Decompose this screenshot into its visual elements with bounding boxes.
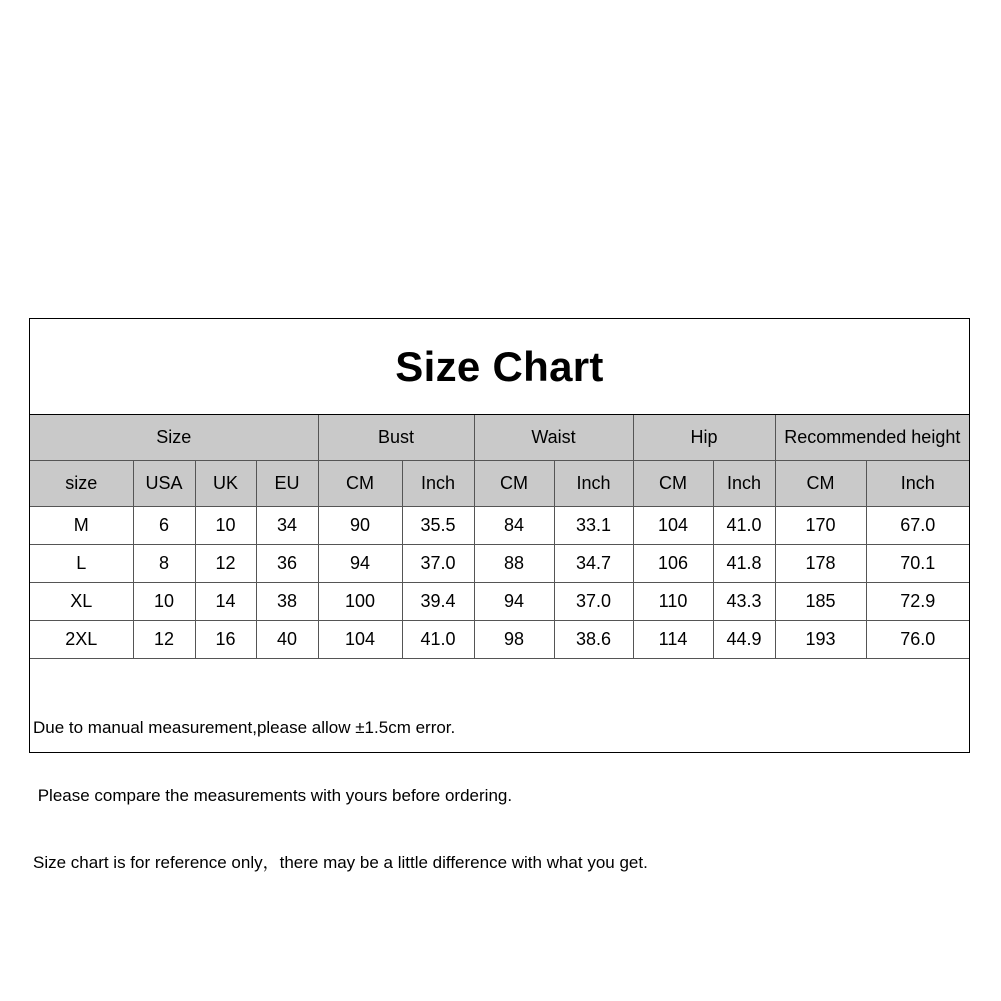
table-cell: 88: [474, 545, 554, 583]
table-row: [30, 545, 969, 583]
table-cell: 110: [633, 583, 713, 621]
table-cell: 41.0: [713, 507, 775, 545]
title-row: [30, 319, 969, 415]
table-row: [30, 583, 969, 621]
table-row: [30, 507, 969, 545]
table-cell: 14: [195, 583, 256, 621]
table-cell: 12: [133, 621, 195, 659]
table-cell: 41.0: [402, 621, 474, 659]
table-cell: 94: [474, 583, 554, 621]
table-cell: 70.1: [866, 545, 969, 583]
sub-header-eu: EU: [256, 461, 318, 507]
chart-title: Size Chart: [395, 342, 604, 390]
table-cell: 84: [474, 507, 554, 545]
note-line: Size chart is for reference only，there may be a little difference with what you get.: [33, 853, 648, 872]
table-cell: 36: [256, 545, 318, 583]
sub-header-row: [30, 461, 969, 507]
sub-header-uk: UK: [195, 461, 256, 507]
table-cell: 39.4: [402, 583, 474, 621]
table-cell: 38: [256, 583, 318, 621]
sub-header-waist-inch: Inch: [554, 461, 633, 507]
sub-header-size: size: [30, 461, 133, 507]
table-cell: 16: [195, 621, 256, 659]
note-line: Please compare the measurements with yours before ordering.: [33, 785, 513, 805]
note-line: Due to manual measurement,please allow ±1.5cm error.: [33, 718, 456, 737]
table-cell: 67.0: [866, 507, 969, 545]
table-cell: 10: [195, 507, 256, 545]
table-cell: 98: [474, 621, 554, 659]
sub-header-hip-inch: Inch: [713, 461, 775, 507]
table-row: [30, 621, 969, 659]
table-cell: 90: [318, 507, 402, 545]
table-cell: 44.9: [713, 621, 775, 659]
table-cell: 94: [318, 545, 402, 583]
table-cell: 6: [133, 507, 195, 545]
table-cell: 185: [775, 583, 866, 621]
table-cell: 100: [318, 583, 402, 621]
table-cell: 37.0: [402, 545, 474, 583]
size-table: [30, 415, 969, 659]
table-cell: 193: [775, 621, 866, 659]
table-cell: 43.3: [713, 583, 775, 621]
table-cell: 34.7: [554, 545, 633, 583]
table-cell: 12: [195, 545, 256, 583]
table-cell: 33.1: [554, 507, 633, 545]
table-cell: 114: [633, 621, 713, 659]
table-cell: 38.6: [554, 621, 633, 659]
sub-header-hip-cm: CM: [633, 461, 713, 507]
sub-header-bust-cm: CM: [318, 461, 402, 507]
sub-header-height-inch: Inch: [866, 461, 969, 507]
size-chart: [29, 318, 970, 872]
table-cell: 37.0: [554, 583, 633, 621]
group-header-hip: Hip: [633, 415, 775, 461]
table-cell: 104: [633, 507, 713, 545]
table-cell: 41.8: [713, 545, 775, 583]
table-cell: 76.0: [866, 621, 969, 659]
table-cell: M: [30, 507, 133, 545]
group-header-waist: Waist: [474, 415, 633, 461]
table-cell: 106: [633, 545, 713, 583]
table-cell: L: [30, 545, 133, 583]
table-cell: 35.5: [402, 507, 474, 545]
table-cell: 104: [318, 621, 402, 659]
sub-header-usa: USA: [133, 461, 195, 507]
table-cell: XL: [30, 583, 133, 621]
group-header-bust: Bust: [318, 415, 474, 461]
group-header-recommended-height: Recommended height: [775, 415, 969, 461]
table-cell: 170: [775, 507, 866, 545]
table-cell: 72.9: [866, 583, 969, 621]
notes: [30, 659, 969, 920]
table-cell: 34: [256, 507, 318, 545]
sub-header-bust-inch: Inch: [402, 461, 474, 507]
table-cell: 8: [133, 545, 195, 583]
group-header-size: Size: [30, 415, 318, 461]
table-cell: 178: [775, 545, 866, 583]
table-cell: 40: [256, 621, 318, 659]
sub-header-height-cm: CM: [775, 461, 866, 507]
group-header-row: [30, 415, 969, 461]
sub-header-waist-cm: CM: [474, 461, 554, 507]
table-cell: 2XL: [30, 621, 133, 659]
table-cell: 10: [133, 583, 195, 621]
